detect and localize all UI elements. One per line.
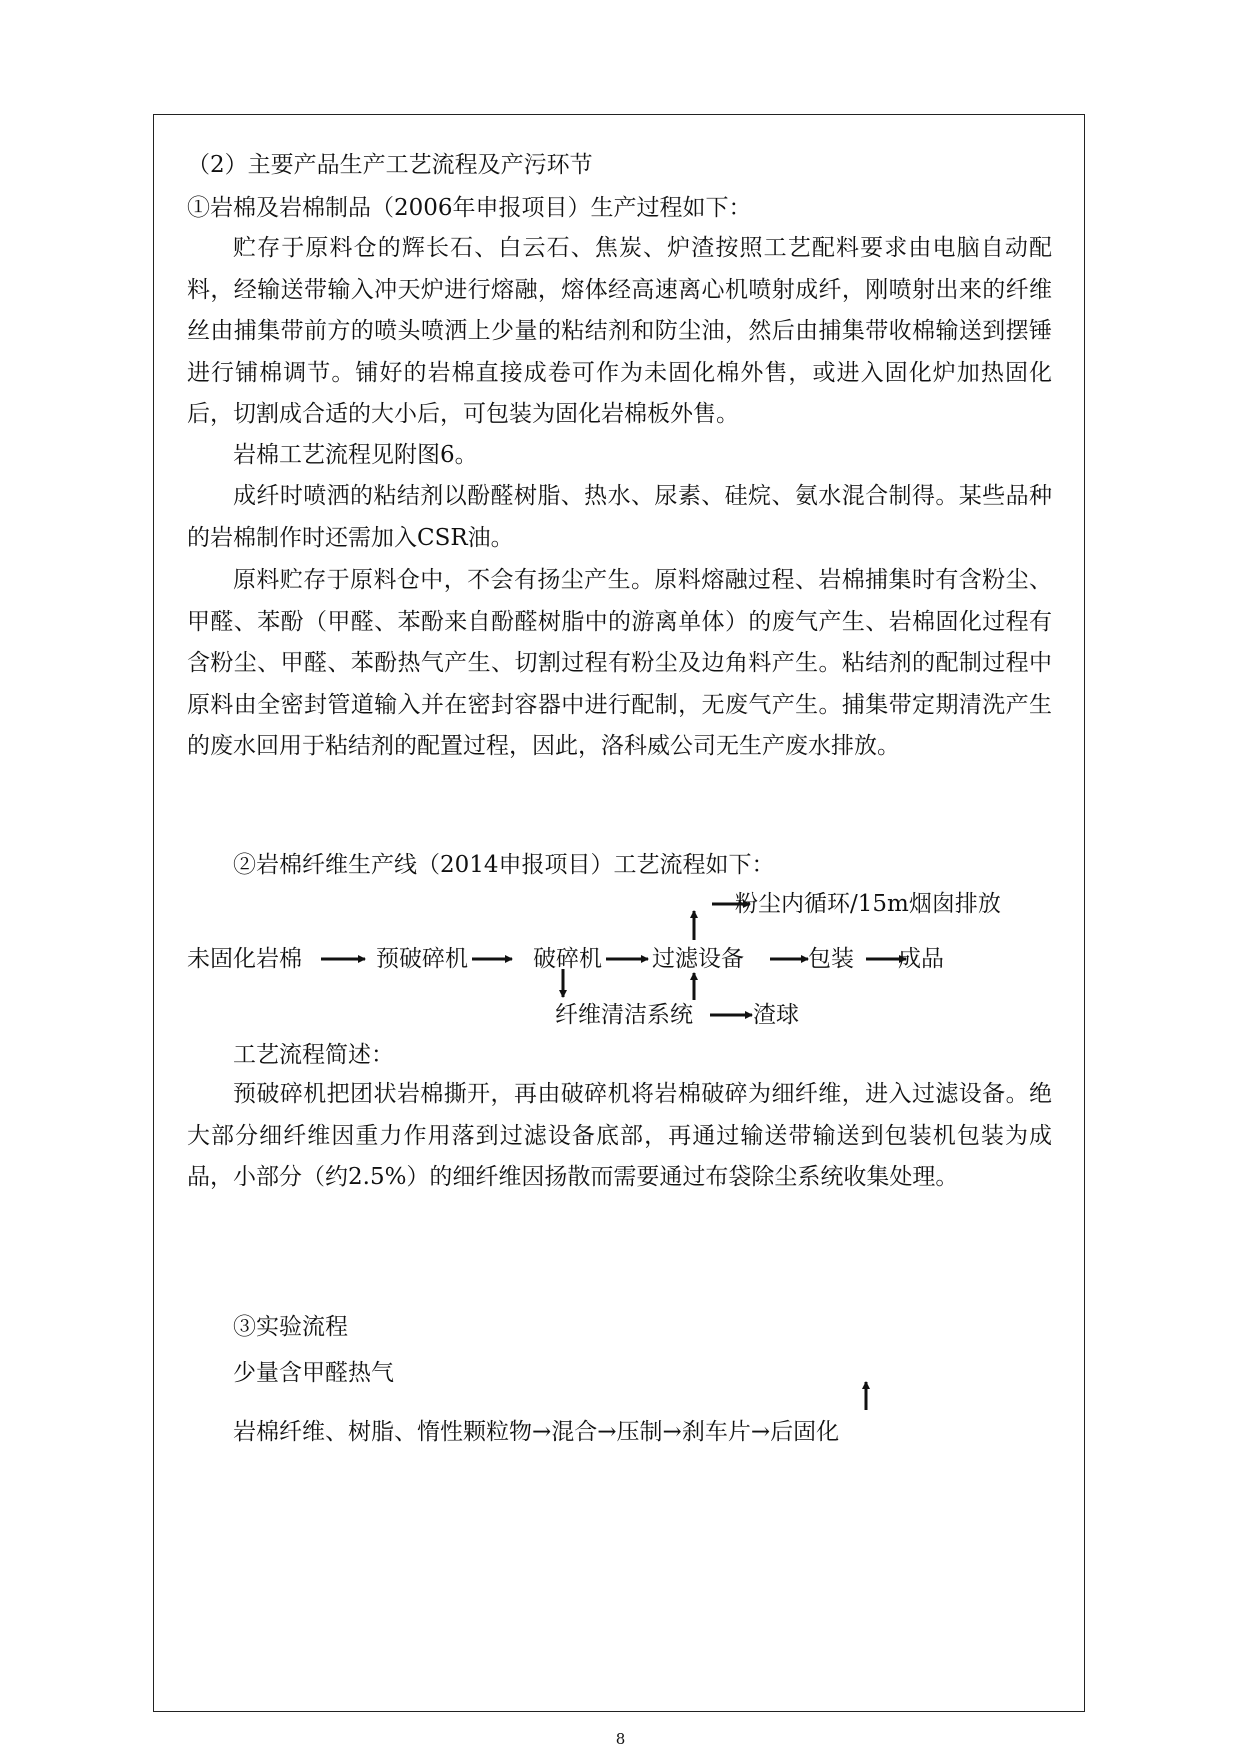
part1-paragraph-3: 成纤时喷洒的粘结剂以酚醛树脂、热水、尿素、硅烷、氨水混合制得。某些品种的岩棉制作时还需加入CSR油。 <box>187 483 1052 551</box>
part2-summary-heading: 工艺流程简述： <box>233 1042 394 1068</box>
part1-paragraph-1: 贮存于原料仓的辉长石、白云石、焦炭、炉渣按照工艺配料要求由电脑自动配料，经输送带输入冲天炉进行熔融，熔体经高速离心机喷射成纤，刚喷射出来的纤维丝由捕集带前方的喷头喷洒上少量的粘结剂和防尘油，然后由捕集带收棉输送到摆锤进行铺棉调节。铺好的岩棉直接成卷可作为未固化棉外售，或进入固化炉加热固化后，切割成合适的大小后，可包装为固化岩棉板外售。 <box>187 235 1052 428</box>
page-number: 8 <box>615 1730 626 1748</box>
part2-heading: ②岩棉纤维生产线（2014申报项目）工艺流程如下： <box>233 852 775 878</box>
part1-paragraph-2: 岩棉工艺流程见附图6。 <box>233 442 478 468</box>
flow-node-slag-ball: 渣球 <box>753 1002 799 1028</box>
flow-node-pre-crusher: 预破碎机 <box>376 946 468 972</box>
flow-node-uncured-rockwool: 未固化岩棉 <box>187 946 302 972</box>
part3-flow-line: 岩棉纤维、树脂、惰性颗粒物→混合→压制→刹车片→后固化 <box>233 1419 840 1445</box>
part1-paragraph-4: 原料贮存于原料仓中，不会有扬尘产生。原料熔融过程、岩棉捕集时有含粉尘、甲醛、苯酚（甲醛、苯酚来自酚醛树脂中的游离单体）的废气产生、岩棉固化过程有含粉尘、甲醛、苯酚热气产生、切割过程有粉尘及边角料产生。粘结剂的配制过程中原料由全密封管道输入并在密封容器中进行配制，无废气产生。捕集带定期清洗产生的废水回用于粘结剂的配置过程，因此，洛科威公司无生产废水排放。 <box>187 567 1052 760</box>
section-title: （2）主要产品生产工艺流程及产污环节 <box>187 152 593 178</box>
part1-heading: ①岩棉及岩棉制品（2006年申报项目）生产过程如下： <box>187 195 752 221</box>
part2-summary: 预破碎机把团状岩棉撕开，再由破碎机将岩棉破碎为细纤维，进入过滤设备。绝大部分细纤维因重力作用落到过滤设备底部，再通过输送带输送到包装机包装为成品，小部分（约2.5%）的细纤维因扬散而需要通过布袋除尘系统收集处理。 <box>187 1081 1052 1191</box>
flow-node-packaging: 包装 <box>808 946 854 972</box>
part3-heading: ③实验流程 <box>233 1314 348 1340</box>
flow-node-product: 成品 <box>898 946 944 972</box>
part3-emission: 少量含甲醛热气 <box>233 1360 394 1386</box>
flow-node-filter: 过滤设备 <box>652 946 744 972</box>
flow-node-crusher: 破碎机 <box>533 946 602 972</box>
flow-node-emission: 粉尘内循环/15m烟囱排放 <box>735 891 1001 917</box>
flow-node-fiber-cleaning: 纤维清洁系统 <box>555 1002 693 1028</box>
